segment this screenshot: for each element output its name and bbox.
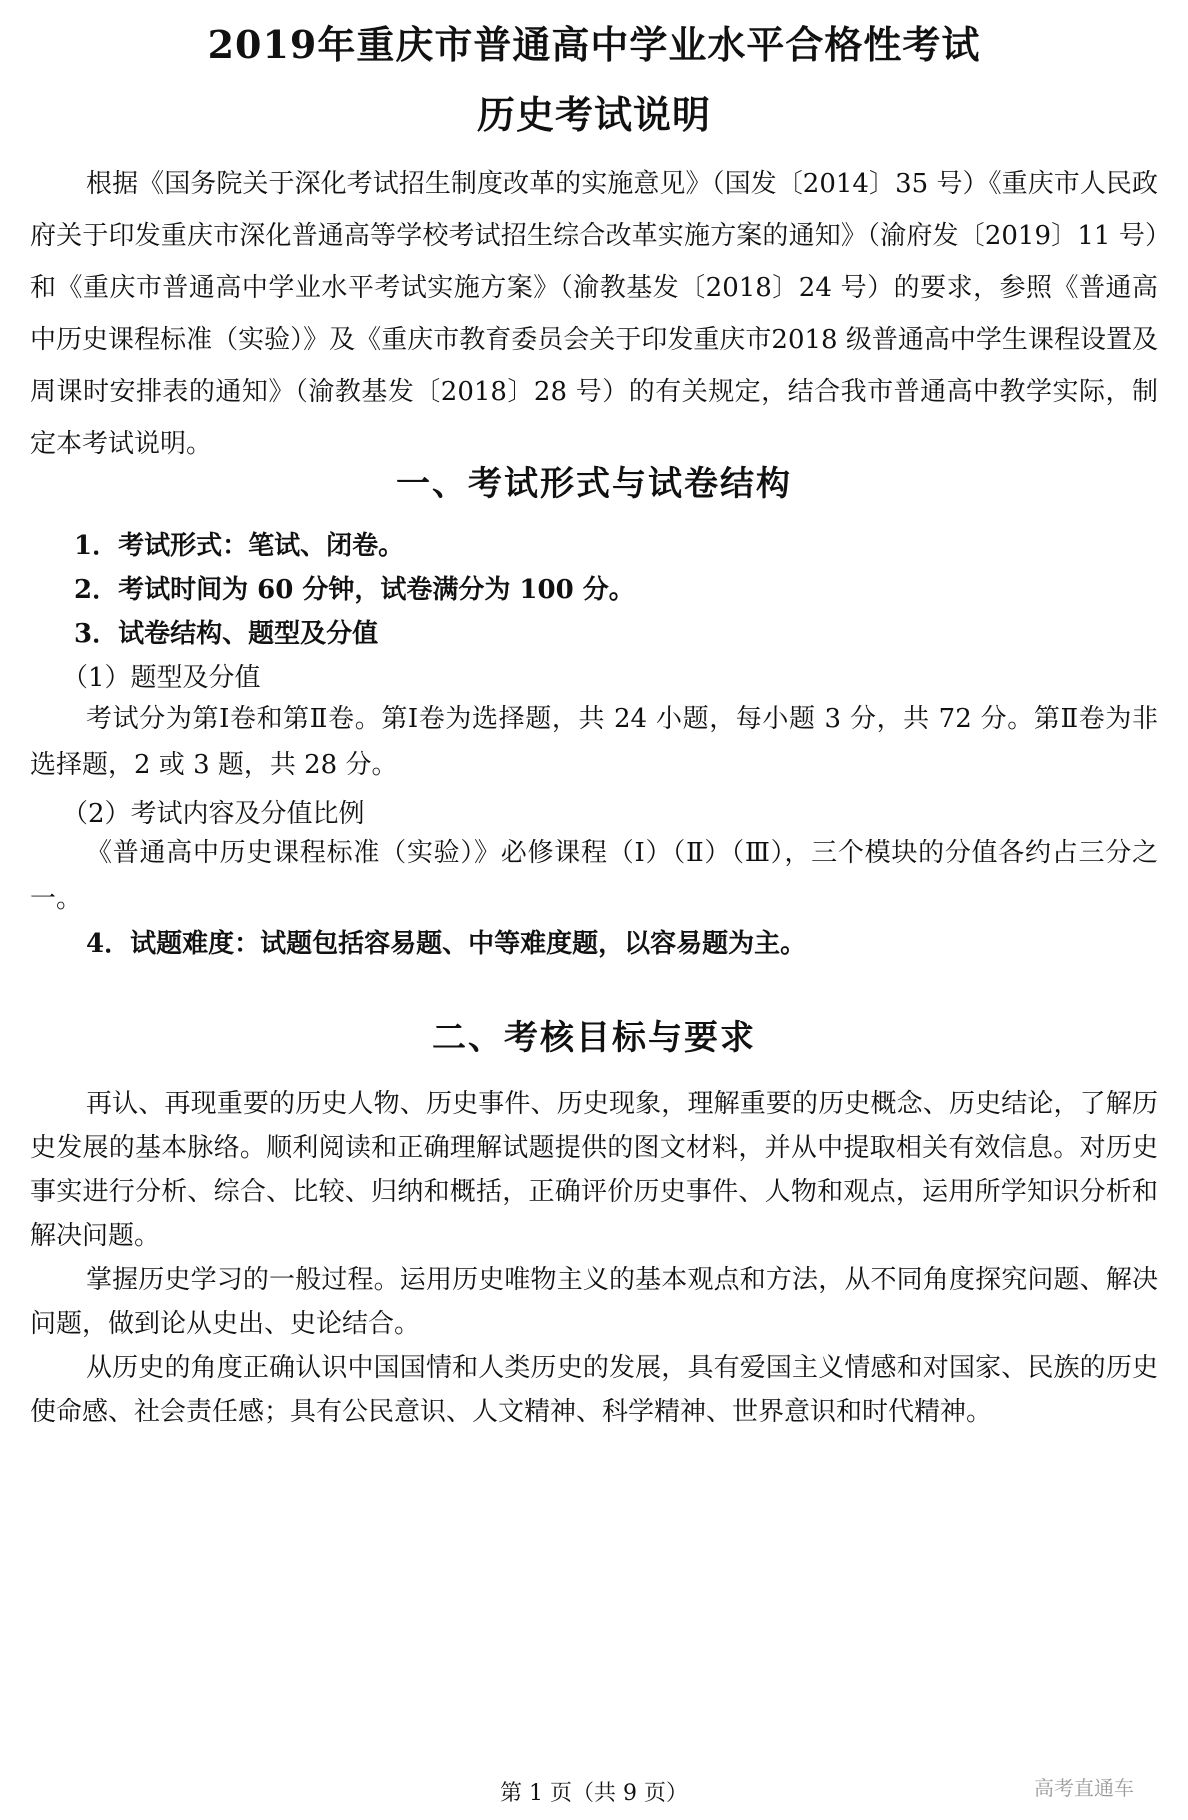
- objectives-paragraph-3: 从历史的角度正确认识中国国情和人类历史的发展，具有爱国主义情感和对国家、民族的历史使命感、社会责任感；具有公民意识、人文精神、科学精神、世界意识和时代精神。: [30, 1353, 1158, 1427]
- question-type-subheading: （1）题型及分值: [62, 663, 261, 693]
- difficulty-item: 4．试题难度：试题包括容易题、中等难度题，以容易题为主。: [86, 929, 807, 959]
- document-subtitle: 历史考试说明: [476, 92, 711, 137]
- intro-paragraph: 根据《国务院关于深化考试招生制度改革的实施意见》（国发〔2014〕35 号）《重庆市人民政府关于印发重庆市深化普通高等学校考试招生综合改革实施方案的通知》（渝府发〔2019〕11 号）和《重庆市普通高中学业水平考试实施方案》（渝教基发〔2018〕24 号）的要求，参照《普通高中历史课程标准（实验）》及《重庆市教育委员会关于印发重庆市2018 级普通高中学生课程设置及周课时安排表的通知》（渝教基发〔2018〕28 号）的有关规定，结合我市普通高中教学实际，制定本考试说明。: [30, 169, 1158, 459]
- content-ratio-subheading: （2）考试内容及分值比例: [62, 799, 365, 829]
- watermark-text: 高考直通车: [1034, 1776, 1134, 1800]
- document-title: 2019年重庆市普通高中学业水平合格性考试: [207, 22, 981, 67]
- objectives-paragraph-2: 掌握历史学习的一般过程。运用历史唯物主义的基本观点和方法，从不同角度探究问题、解决问题，做到论从史出、史论结合。: [30, 1265, 1158, 1339]
- content-ratio-paragraph: 《普通高中历史课程标准（实验）》必修课程（Ⅰ）（Ⅱ）（Ⅲ），三个模块的分值各约占三分之一。: [30, 838, 1158, 914]
- section-2-heading: 二、考核目标与要求: [432, 1018, 756, 1058]
- exam-time-item: 2．考试时间为 60 分钟，试卷满分为 100 分。: [74, 575, 635, 605]
- page-number: 第 1 页（共 9 页）: [500, 1781, 688, 1806]
- section-1-heading: 一、考试形式与试卷结构: [396, 464, 792, 504]
- objectives-paragraph-1: 再认、再现重要的历史人物、历史事件、历史现象，理解重要的历史概念、历史结论，了解历史发展的基本脉络。顺利阅读和正确理解试题提供的图文材料，并从中提取相关有效信息。对历史事实进行分析、综合、比较、归纳和概括，正确评价历史事件、人物和观点，运用所学知识分析和解决问题。: [30, 1089, 1158, 1251]
- exam-form-item: 1．考试形式：笔试、闭卷。: [74, 531, 405, 561]
- question-type-paragraph: 考试分为第Ⅰ卷和第Ⅱ卷。第Ⅰ卷为选择题，共 24 小题，每小题 3 分，共 72 分。第Ⅱ卷为非选择题，2 或 3 题，共 28 分。: [30, 704, 1158, 780]
- paper-structure-item: 3．试卷结构、题型及分值: [74, 619, 379, 649]
